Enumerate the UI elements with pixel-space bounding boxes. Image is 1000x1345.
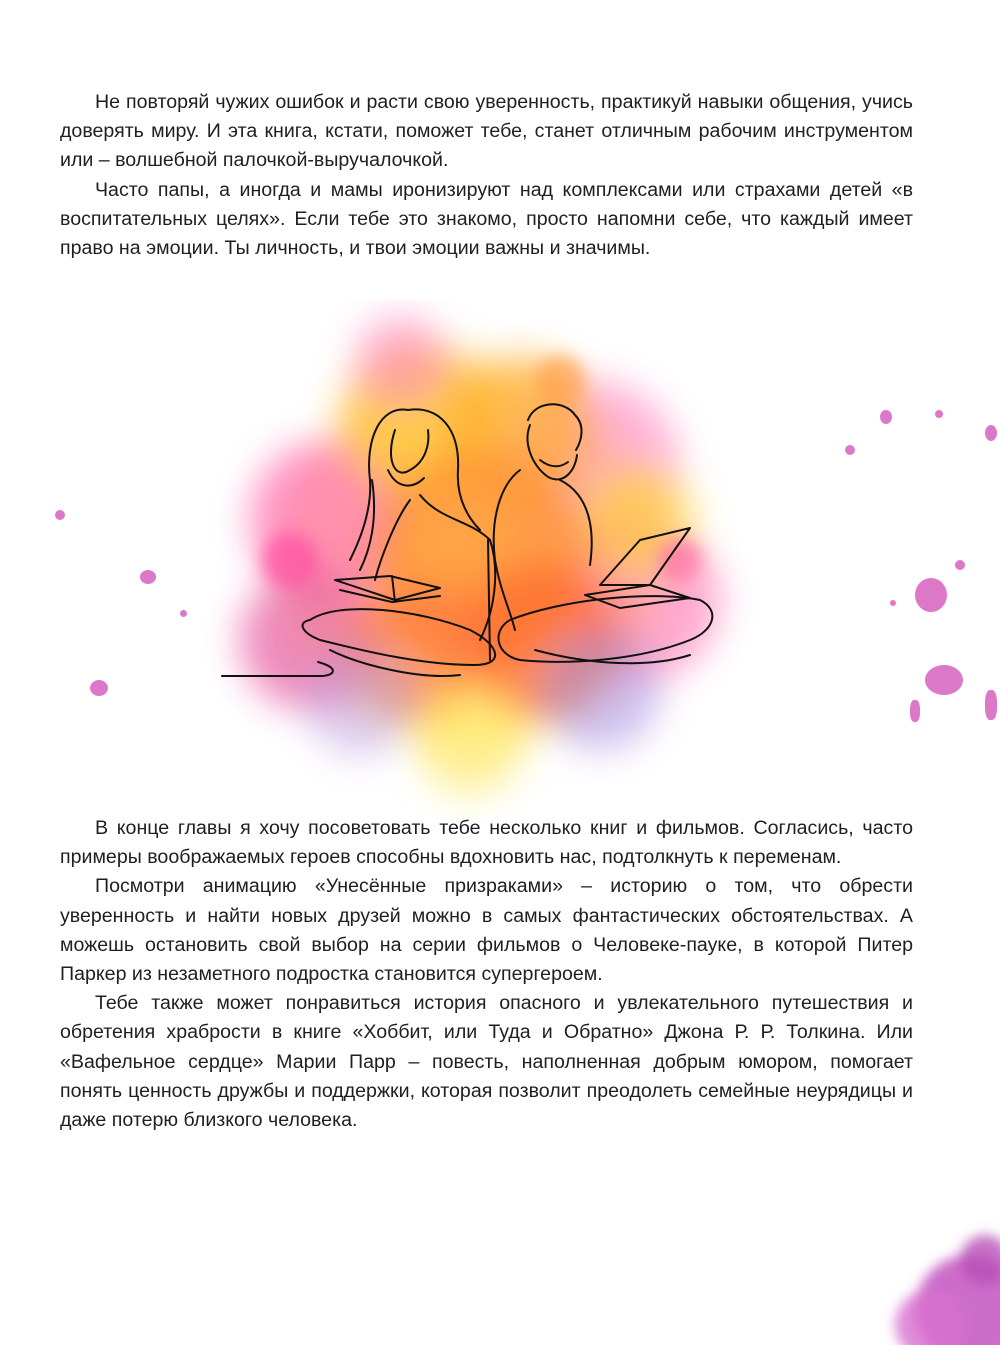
splatter-dot [925, 665, 963, 695]
splatter-dot [935, 410, 943, 418]
splatter-dot [880, 410, 892, 424]
splatter-dot [55, 510, 65, 520]
paragraph: Не повторяй чужих ошибок и расти свою уверенность, практикуй навыки общения, учись доверять миру. И эта книга, кстати, поможет тебе, станет отличным рабочим инструментом или – волшебной палочкой-выручалочкой. [60, 91, 913, 172]
paragraph: Часто папы, а иногда и мамы иронизируют над комплексами или страхами детей «в воспитательных целях». Если тебе это знакомо, просто напомни себе, что каждый имеет право на эмоции. Ты личность, и твои эмоции важны и значимы. [60, 178, 913, 260]
splatter-dot [90, 680, 108, 696]
splatter-dot [845, 445, 855, 455]
paragraph: Тебе также может понравиться история опасного и увлекательного путешествия и обретения храбрости в книге «Хоббит, или Туда и Обратно» Джона Р. Р. Толкина. Или «Вафельное сердце» Марии Парр – повесть, наполненная добрым юмором, помогает понять ценность дружбы и поддержки, которая позволит преодолеть семейные неурядицы и даже потерю близкого человека. [60, 992, 913, 1132]
splatter-dot [180, 610, 187, 617]
paragraph: В конце главы я хочу посоветовать тебе несколько книг и фильмов. Согласись, часто примеры воображаемых героев способны вдохновить нас, подтолкнуть к переменам. [60, 817, 913, 869]
corner-splash-icon [860, 1215, 1000, 1345]
splatter-dot [910, 700, 920, 722]
splatter-dot [985, 425, 997, 441]
paragraph: Посмотри анимацию «Унесённые призраками» – историю о том, что обрести уверенность и найти новых друзей можно в самых фантастических обстоятельствах. А можешь остановить свой выбор на серии фильмов о Человеке-пауке, в которой Питер Паркер из незаметного подростка становится супергероем. [60, 875, 913, 986]
splatter-dot [140, 570, 156, 584]
splatter-dot [955, 560, 965, 570]
text-block-top [60, 88, 913, 263]
splatter-dot [890, 600, 896, 606]
splatter-dot [985, 690, 997, 720]
splatter-dot [915, 578, 947, 612]
reading-teens-illustration-icon [0, 300, 1000, 820]
text-block-bottom [60, 814, 913, 1135]
